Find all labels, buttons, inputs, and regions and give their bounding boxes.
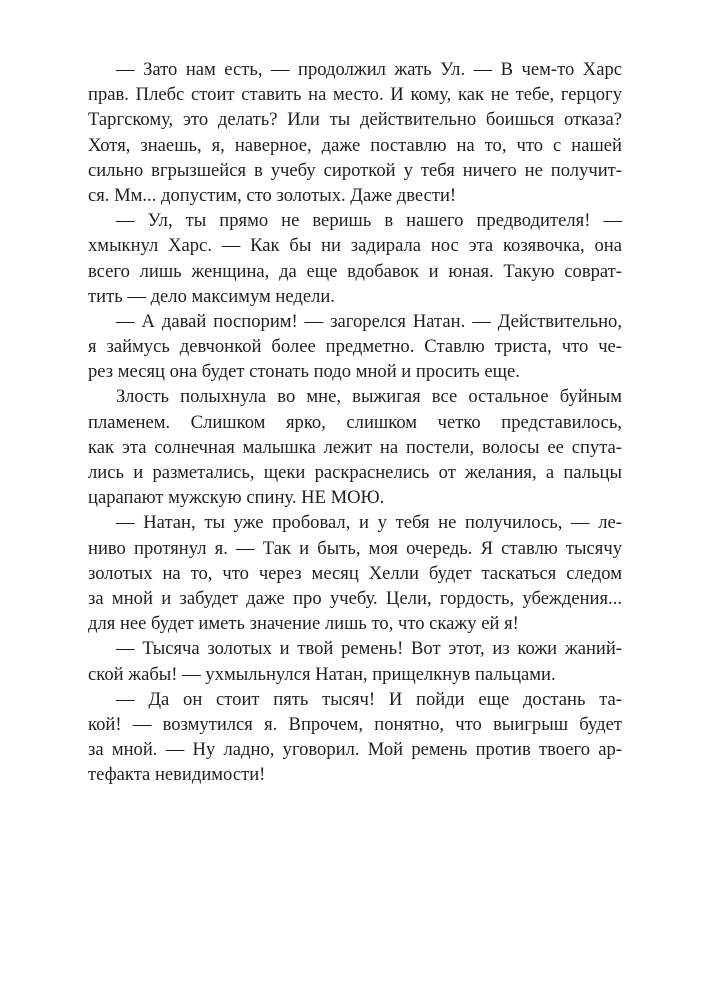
paragraph-2 [88, 208, 622, 309]
text-line: — Да он стоит пять тысяч! И пойди еще достань та- [116, 688, 622, 710]
text-line: кой! — возмутился я. Впрочем, понятно, что выигрыш будет [88, 713, 622, 735]
text-line: — Натан, ты уже пробовал, и у тебя не получилось, — ле- [116, 512, 622, 534]
text-line: ской жабы! — ухмыльнулся Натан, прищелкнув пальцами. [88, 663, 556, 685]
text-line: за мной и забудет даже про учебу. Цели, гордость, убеждения... [88, 587, 622, 609]
text-line: прав. Плебс стоит ставить на место. И кому, как не тебе, герцогу [88, 84, 622, 106]
text-line: — Зато нам есть, — продолжил жать Ул. — В чем-то Харс [116, 59, 622, 80]
paragraph-4 [88, 384, 622, 510]
text-line: рез месяц она будет стонать подо мной и просить еще. [88, 361, 520, 383]
text-line: для нее будет иметь значение лишь то, что скажу ей я! [88, 613, 519, 635]
text-line: хмыкнул Харс. — Как бы ни задирала нос эта козявочка, она [88, 235, 622, 257]
text-line: пламенем. Слишком ярко, слишком четко представилось, [88, 411, 622, 433]
text-line: Злость полыхнула во мне, выжигая все остальное буйным [116, 386, 622, 408]
text-line: Таргскому, это делать? Или ты действительно боишься отказа? [88, 109, 622, 131]
paragraph-1 [88, 57, 622, 208]
text-line: Хотя, знаешь, я, наверное, даже поставлю на то, что с нашей [88, 134, 622, 156]
text-line: тефакта невидимости! [88, 764, 266, 786]
text-line: ся. Мм... допустим, сто золотых. Даже двести! [88, 184, 457, 206]
text-line: ниво протянул я. — Так и быть, моя очередь. Я ставлю тысячу [88, 537, 622, 559]
paragraph-5 [88, 510, 622, 636]
text-line: всего лишь женщина, да еще вдобавок и юная. Такую соврат- [88, 260, 622, 282]
text-line: я займусь девчонкой более предметно. Ставлю триста, что че- [88, 336, 622, 358]
paragraph-7 [88, 687, 622, 788]
body-text [88, 57, 622, 787]
text-line: лись и разметались, щеки раскраснелись от желания, а пальцы [88, 462, 622, 483]
text-line: — Ул, ты прямо не веришь в нашего предводителя! — [116, 210, 622, 232]
text-line: как эта солнечная малышка лежит на постели, волосы ее спута- [88, 436, 622, 458]
text-line: — Тысяча золотых и твой ремень! Вот этот, из кожи жаний- [116, 638, 622, 660]
paragraph-3 [88, 309, 622, 385]
paragraph-6 [88, 636, 622, 686]
text-line: царапают мужскую спину. НЕ МОЮ. [88, 487, 385, 509]
text-line: сильно вгрызшейся в учебу сироткой у тебя ничего не получит- [88, 159, 622, 181]
text-line: — А давай поспорим! — загорелся Натан. — Действительно, [116, 310, 622, 332]
text-line: тить — дело максимум недели. [88, 285, 335, 307]
text-line: золотых на то, что через месяц Хелли будет таскаться следом [88, 562, 622, 584]
text-line: за мной. — Ну ладно, уговорил. Мой ремень против твоего ар- [88, 739, 622, 761]
